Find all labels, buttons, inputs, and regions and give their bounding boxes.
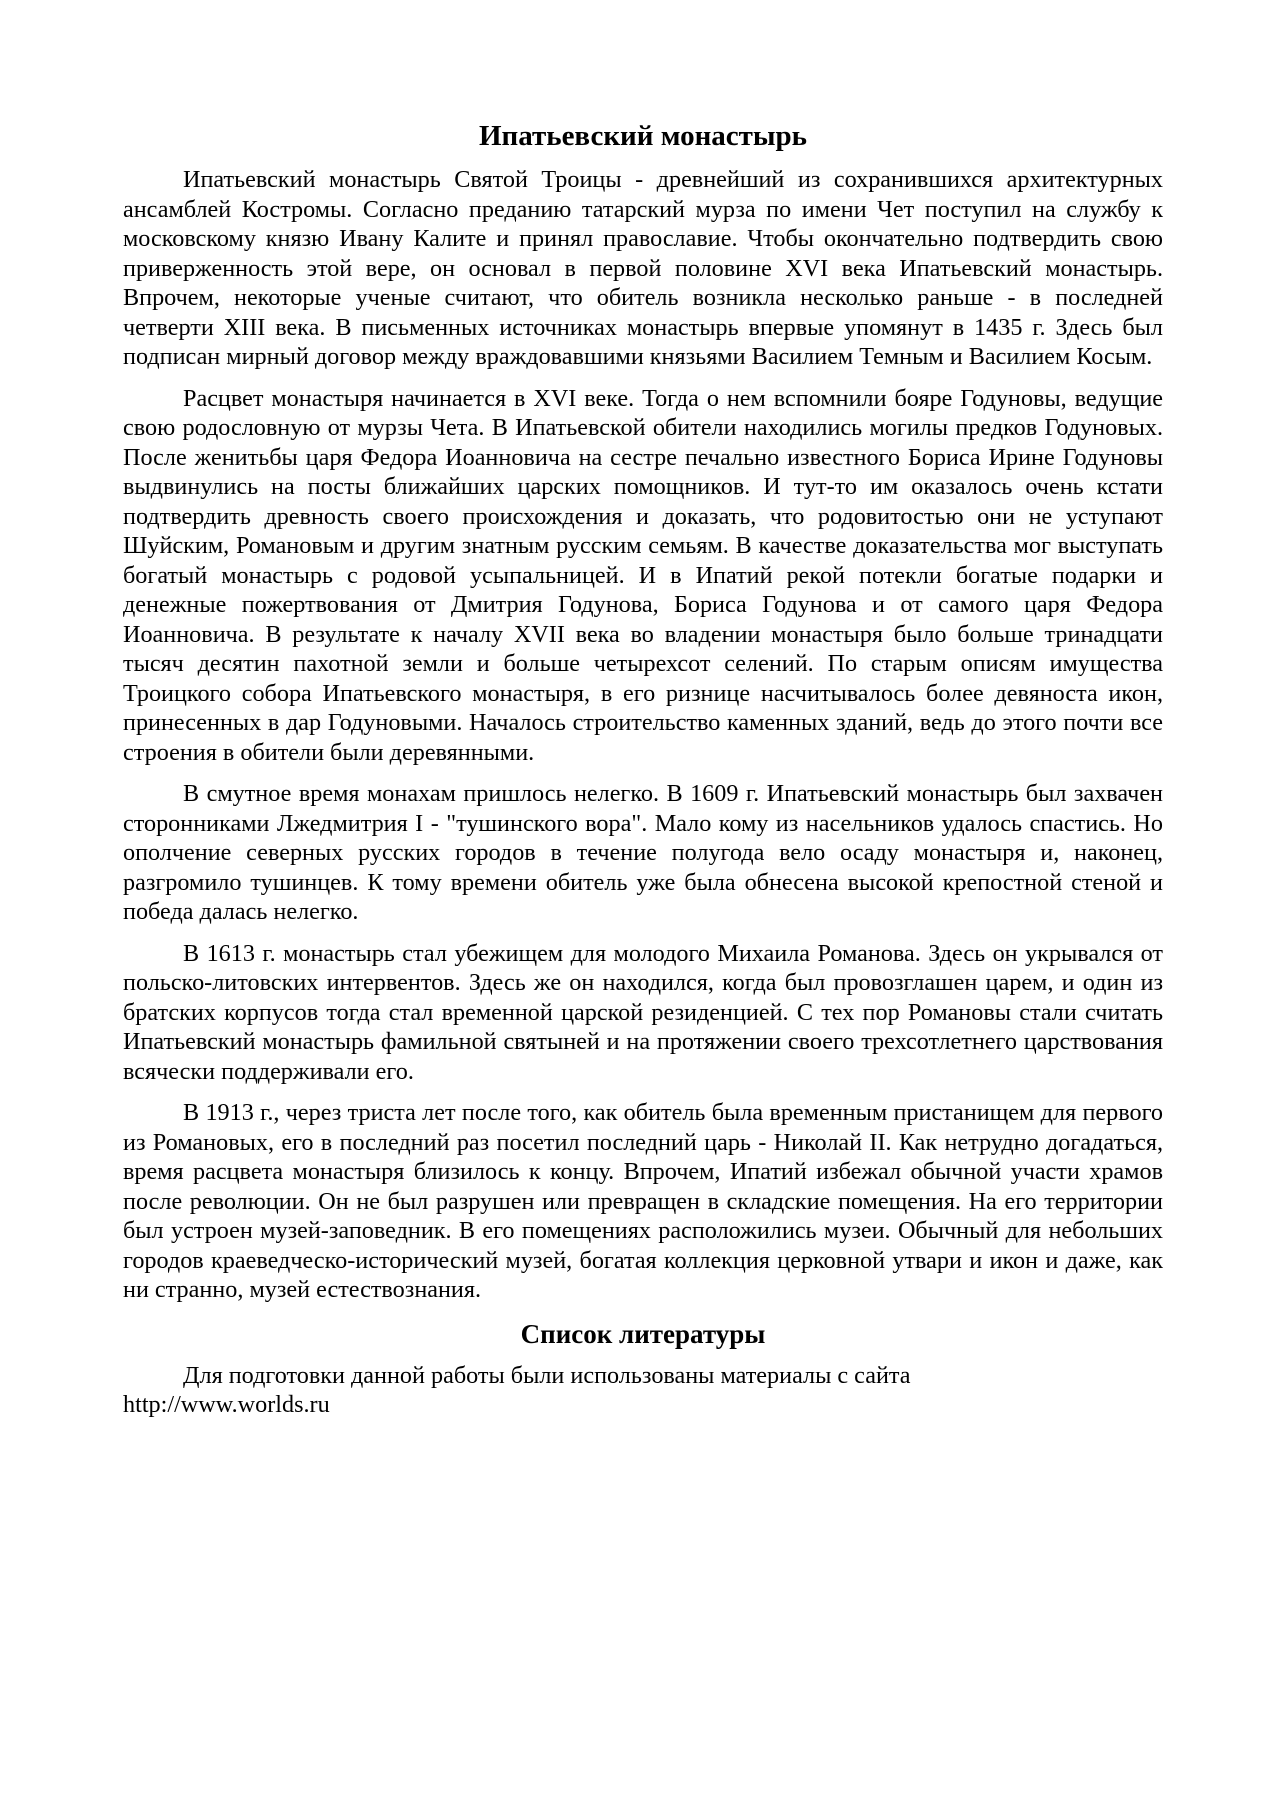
paragraph-5: В 1913 г., через триста лет после того, как обитель была временным пристанищем для первого из Романовых, его в последний раз посетил последний царь - Николай II. Как нетрудно догадаться, время расцвета монастыря близилось к концу. Впрочем, Ипатий избежал обычной участи храмов после революции. Он не был разрушен или превращен в складские помещения. На его территории был устроен музей-заповедник. В его помещениях расположились музеи. Обычный для небольших городов краеведческо-исторический музей, богатая коллекция церковной утвари и икон и даже, как ни странно, музей естествознания. [123, 1099, 1163, 1303]
paragraph-4: В 1613 г. монастырь стал убежищем для молодого Михаила Романова. Здесь он укрывался от польско-литовских интервентов. Здесь же он находился, когда был провозглашен царем, и один из братских корпусов тогда стал временной царской резиденцией. С тех пор Романовы стали считать Ипатьевский монастырь фамильной святыней и на протяжении своего трехсотлетнего царствования всячески поддерживали его. [123, 939, 1163, 1085]
paragraph-3: В смутное время монахам пришлось нелегко. В 1609 г. Ипатьевский монастырь был захвачен сторонниками Лжедмитрия I - "тушинского вора". Мало кому из насельников удалось спастись. Но ополчение северных русских городов в течение полугода вело осаду монастыря и, наконец, разгромило тушинцев. К тому времени обитель уже была обнесена высокой крепостной стеной и победа далась нелегко. [123, 780, 1163, 925]
document-page [123, 118, 1163, 1432]
page-title: Ипатьевский монастырь [478, 120, 808, 152]
paragraph-1: Ипатьевский монастырь Святой Троицы - древнейший из сохранившихся архитектурных ансамблей Костромы. Согласно преданию татарский мурза по имени Чет поступил на службу к московскому князю Ивану Калите и принял православие. Чтобы окончательно подтвердить свою приверженность этой вере, он основал в первой половине XVI века Ипатьевский монастырь. Впрочем, некоторые ученые считают, что обитель возникла несколько раньше - в последней четверти XIII века. В письменных источниках монастырь впервые упомянут в 1435 г. Здесь был подписан мирный договор между враждовавшими князьями Василием Темным и Василием Косым. [123, 166, 1163, 370]
bibliography-heading: Список литературы [520, 1318, 766, 1349]
paragraph-2: Расцвет монастыря начинается в XVI веке. Тогда о нем вспомнили бояре Годуновы, ведущие свою родословную от мурзы Чета. В Ипатьевской обители находились могилы предков Годуновых. После женитьбы царя Федора Иоанновича на сестре печально известного Бориса Ирине Годуновы выдвинулись на посты ближайших царских помощников. И тут-то им оказалось очень кстати подтвердить древность своего происхождения и доказать, что родовитостью они не уступают Шуйским, Романовым и другим знатным русским семьям. В качестве доказательства мог выступать богатый монастырь с родовой усыпальницей. И в Ипатий рекой потекли богатые подарки и денежные пожертвования от Дмитрия Годунова, Бориса Годунова и от самого царя Федора Иоанновича. В результате к началу XVII века во владении монастыря было больше тринадцати тысяч десятин пахотной земли и больше четырехсот селений. По старым описям имущества Троицкого собора Ипатьевского монастыря, в его ризнице насчитывалось более девяноста икон, принесенных в дар Годуновыми. Началось строительство каменных зданий, ведь до этого почти все строения в обители были деревянными. [123, 384, 1163, 766]
bibliography-url: http://www.worlds.ru [123, 1391, 330, 1418]
bibliography-text: Для подготовки данной работы были использованы материалы с сайта [183, 1361, 911, 1389]
